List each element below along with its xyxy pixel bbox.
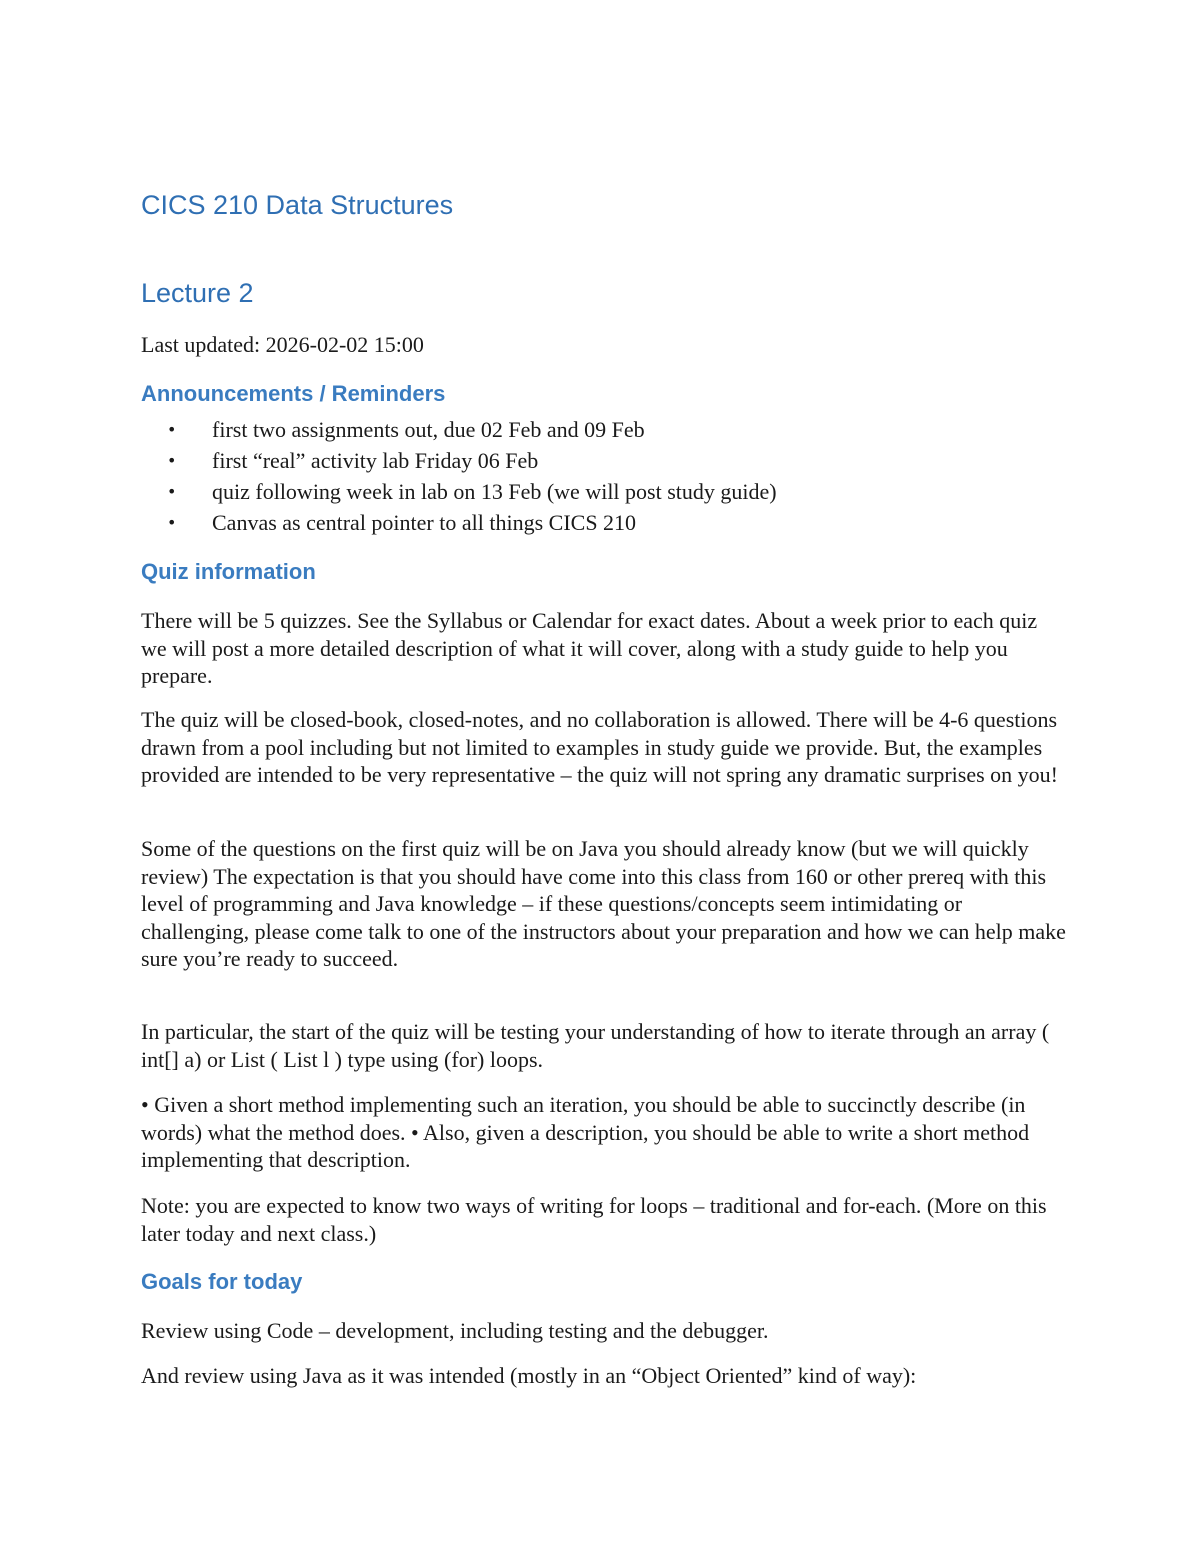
list-item (141, 414, 1071, 445)
goals-paragraph-2: And review using Java as it was intended (mostly in an “Object Oriented” kind of way): (141, 1363, 917, 1388)
quiz-paragraph-1: There will be 5 quizzes. See the Syllabus or Calendar for exact dates. About a week prior to each quiz we will post a more detailed description of what it will cover, along with a study guide to help you prepare. (141, 608, 1038, 688)
list-item-text: quiz following week in lab on 13 Feb (we will post study guide) (212, 479, 777, 504)
quiz-paragraph-5: • Given a short method implementing such an iteration, you should be able to succinctly describe (in words) what the method does. • Also, given a description, you should be able to write a short method implementing that description. (141, 1092, 1030, 1172)
goals-paragraph-1: Review using Code – development, including testing and the debugger. (141, 1318, 769, 1343)
bullet-icon: • (167, 451, 177, 470)
course-title: CICS 210 Data Structures (141, 190, 454, 220)
quiz-paragraph-6: Note: you are expected to know two ways of writing for loops – traditional and for-each. (More on this later today and next class.) (141, 1193, 1047, 1246)
bullet-icon: • (167, 482, 177, 501)
bullet-icon: • (167, 420, 177, 439)
announcements-heading: Announcements / Reminders (141, 381, 446, 406)
list-item (141, 476, 1071, 507)
quiz-heading: Quiz information (141, 559, 316, 584)
lecture-heading: Lecture 2 (141, 278, 254, 308)
list-item-text: first two assignments out, due 02 Feb and 09 Feb (212, 417, 645, 442)
announcements-list (141, 414, 1071, 538)
last-updated-text: Last updated: 2026-02-02 15:00 (141, 332, 424, 357)
goals-heading: Goals for today (141, 1269, 303, 1294)
list-item-text: first “real” activity lab Friday 06 Feb (212, 448, 539, 473)
quiz-paragraph-3: Some of the questions on the first quiz will be on Java you should already know (but we will quickly review) The expectation is that you should have come into this class from 160 or other prereq with this level of programming and Java knowledge – if these questions/concepts seem intimidating or challenging, please come talk to one of the instructors about your preparation and how we can help make sure you’re ready to succeed. (141, 836, 1066, 971)
list-item-text: Canvas as central pointer to all things CICS 210 (212, 510, 637, 535)
bullet-icon: • (167, 513, 177, 532)
list-item (141, 445, 1071, 476)
quiz-paragraph-4: In particular, the start of the quiz will be testing your understanding of how to iterate through an array ( int[] a) or List ( List l ) type using (for) loops. (141, 1019, 1050, 1072)
list-item (141, 507, 1071, 538)
quiz-paragraph-2: The quiz will be closed-book, closed-notes, and no collaboration is allowed. There will be 4-6 questions drawn from a pool including but not limited to examples in study guide we provide. But, the examples provided are intended to be very representative – the quiz will not spring any dramatic surprises on you! (141, 707, 1059, 787)
